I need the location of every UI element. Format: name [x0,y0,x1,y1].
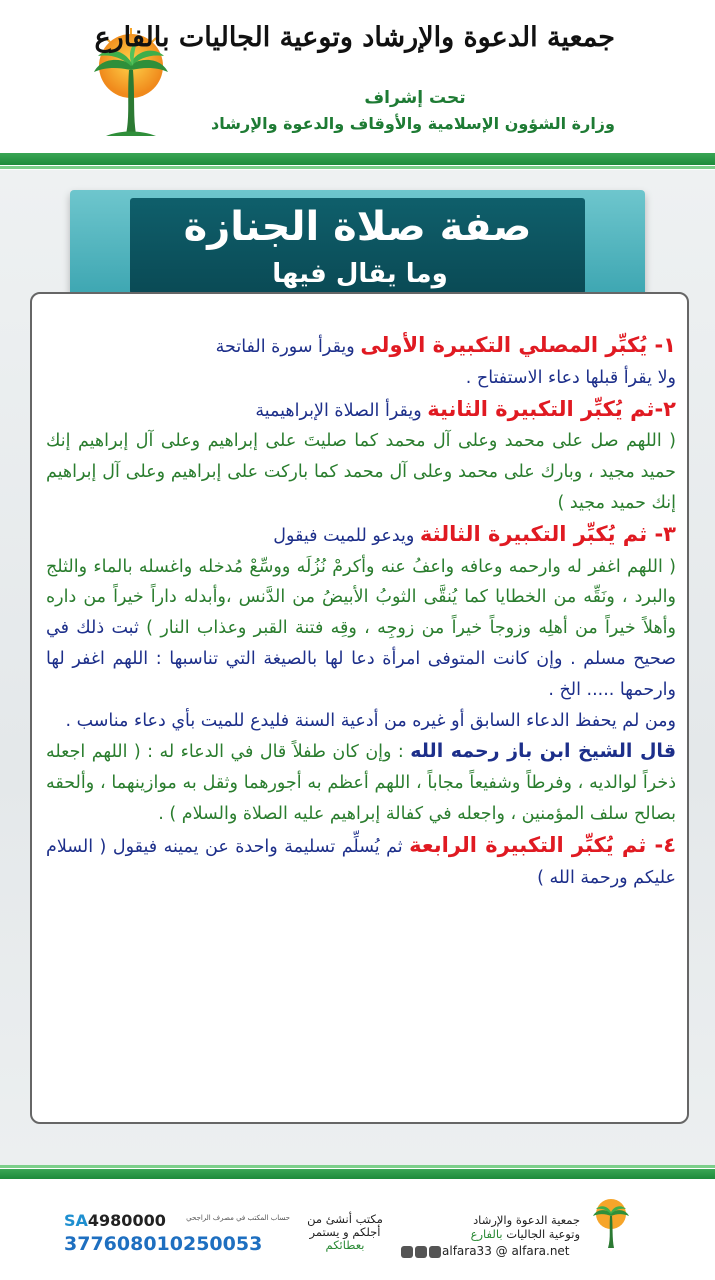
footer-org-line1: جمعية الدعوة والإرشاد [473,1213,580,1227]
header-stripe [0,166,715,169]
palm-logo-small-icon [590,1196,632,1252]
bin-baz-heading: قال الشيخ ابن باز رحمه الله [410,740,677,763]
bin-baz-text: : وإن كان طفلاً قال في الدعاء له : ( اللهم اجعله ذخراً لوالديه ، وفرطاً وشفيعاً مجاباً ، اللهم أعظم به أجورهما وثقل به موازينهما ، وألحقه بصالح سلف المؤمنين ، واجعله في كفالة إبراهيم عليه الصلاة والسلام ) . [46,742,676,824]
section-3-source: ثبت ذلك في صحيح مسلم . وإن كانت المتوفى امرأة دعا لها بالصيغة التي تناسبها : اللهم اغفر لها وارحمها ..... الخ . [46,618,676,700]
instagram-icon [429,1246,441,1258]
section-4-heading: ٤- ثم يُكبِّر التكبيرة الرابعة [409,832,677,857]
org-title: جمعية الدعوة والإرشاد وتوعية الجاليات بالفارع [94,22,615,53]
footer-org-line2: وتوعية الجاليات بالفارع [470,1227,580,1241]
page-subtitle: وما يقال فيها [272,259,448,289]
ministry-name: وزارة الشؤون الإسلامية والأوقاف والدعوة والإرشاد [211,114,615,133]
footer-social [400,1244,590,1258]
section-2-heading: ٢-ثم يُكبِّر التكبيرة الثانية [427,396,676,421]
section-2-dua: ( اللهم صل على محمد وعلى آل محمد كما صليتَ على إبراهيم وعلى آل إبراهيم إنك حميد مجيد ، وبارك على محمد وعلى آل محمد كما باركت على إبراهيم وعلى آل إبراهيم إنك حميد مجيد ) [46,431,676,513]
iban-prefix: SA4980000 [64,1211,166,1230]
section-2 [46,394,676,427]
footer-stripe [0,1165,715,1168]
content-body [46,330,676,893]
footer-office-slogan: مكتب أنشئ من أجلكم و يستمر بعطائكم [307,1212,383,1252]
section-1-text: ويقرأ سورة الفاتحة [215,337,361,357]
section-3-text: ويدعو للميت فيقول [273,525,420,546]
bin-baz-section [46,736,676,829]
page-title: صفة صلاة الجنازة [183,204,532,250]
section-3-dua: ( اللهم اغفر له وارحمه وعافه واعفُ عنه وأكرمْ نُزُلَه ووسِّعْ مُدخله واغسله بالماء والثلج والبرد ، ونَقِّه من الخطايا كما يُنقَّى الثوبُ الأبيضُ من الدَّنس ،وأبدله داراً خيراً من داره وأهلاً خيراً من أهلِه وزوجاً خيراً من زوجِه ، وقِه فتنة القبر وعذاب النار ) [46,556,676,639]
footer-org-name [420,1213,580,1241]
section-3-heading: ٣- ثم يُكبِّر التكبيرة الثالثة [419,521,676,546]
twitter-icon [415,1246,427,1258]
bank-label: حساب المكتب في مصرف الراجحي [186,1214,290,1222]
section-3-note: ومن لم يحفظ الدعاء السابق أو غيره من أدعية السنة فليدع للميت بأي دعاء مناسب . [65,710,676,731]
header-divider [0,153,715,165]
social-handles: alfara33 @ alfara.net [442,1244,570,1258]
section-1-heading: ١- يُكبِّر المصلي التكبيرة الأولى [360,333,676,357]
section-4 [46,830,676,894]
footer-divider [0,1169,715,1179]
account-number: 377608010250053 [64,1233,263,1255]
section-3-body [46,552,676,706]
section-1-continuation: ولا يقرأ قبلها دعاء الاستفتاح . [465,367,676,388]
youtube-icon [401,1246,413,1258]
section-1 [46,330,676,363]
section-2-text: ويقرأ الصلاة الإبراهيمية [255,400,428,421]
supervision-label: تحت إشراف [364,88,466,108]
section-3 [46,519,676,552]
section-4-text: ثم يُسلِّم تسليمة واحدة عن يمينه فيقول ( السلام عليكم ورحمة الله ) [46,836,676,888]
